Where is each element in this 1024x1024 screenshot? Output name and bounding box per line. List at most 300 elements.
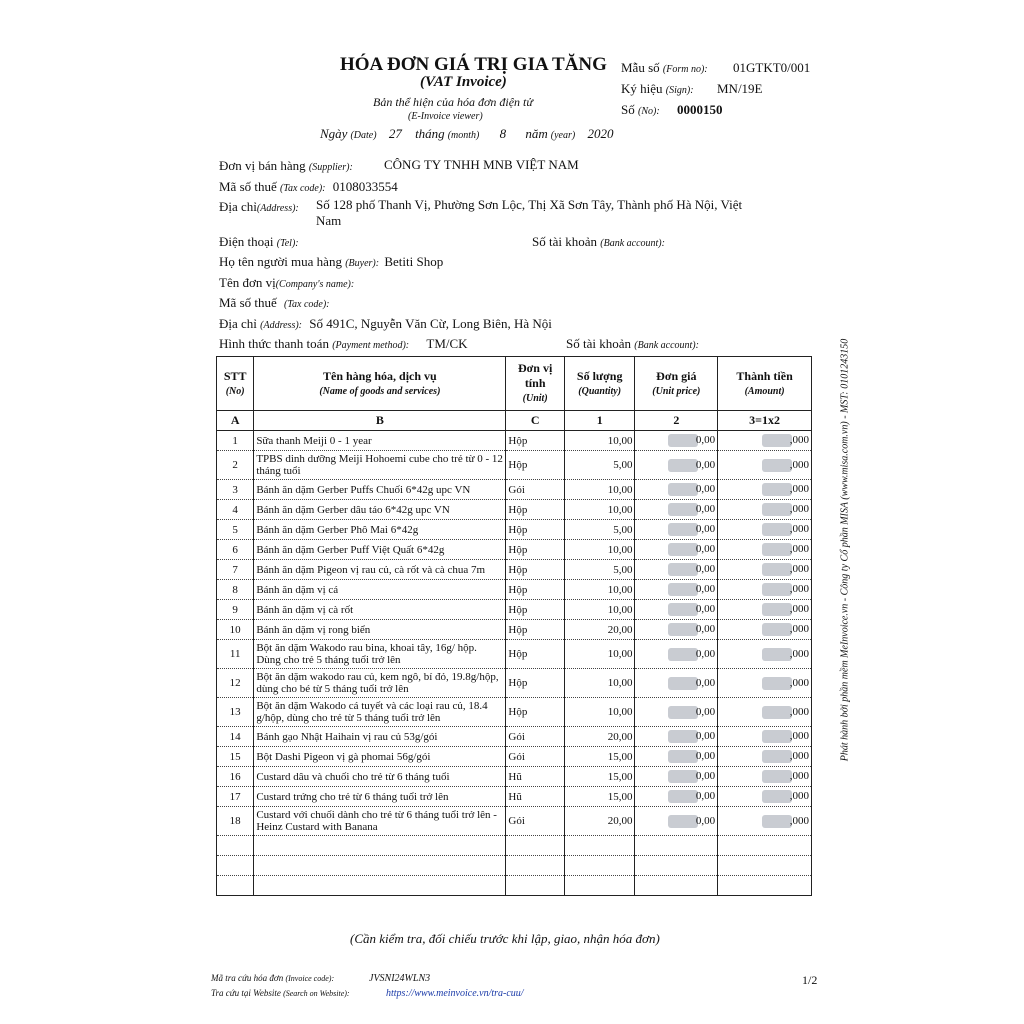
day-label-en: (Date) [350, 130, 377, 141]
row-unit: Hộp [506, 451, 564, 480]
row-number: 10 [217, 620, 254, 640]
row-amount [718, 747, 812, 767]
supplier-tel-row [219, 234, 299, 250]
empty-cell [254, 836, 506, 856]
price-suffix: 0,00 [695, 563, 716, 576]
row-number: 12 [217, 669, 254, 698]
empty-row [217, 876, 812, 896]
row-number: 2 [217, 451, 254, 480]
row-product-name: Bột ăn dặm Wakodo rau bina, khoai tây, 16g/ hộp. Dùng cho trẻ 5 tháng tuổi trở lên [254, 640, 506, 669]
row-quantity: 10,00 [564, 480, 635, 500]
price-suffix: 0,00 [695, 623, 716, 636]
empty-cell [635, 876, 718, 896]
row-quantity: 5,00 [564, 560, 635, 580]
supplier-label-en: (Supplier): [308, 162, 353, 173]
amount-suffix: ,000 [789, 603, 809, 616]
buyer-name-row [219, 254, 443, 270]
row-unit: Hộp [506, 640, 564, 669]
row-product-name: Bánh ăn dặm Gerber dâu táo 6*42g upc VN [254, 500, 506, 520]
row-number: 14 [217, 727, 254, 747]
table-row [217, 480, 812, 500]
letter-a: A [217, 411, 254, 431]
redacted-mark [762, 815, 792, 828]
redacted-mark [762, 583, 792, 596]
row-quantity: 20,00 [564, 620, 635, 640]
row-amount [718, 787, 812, 807]
table-row [217, 431, 812, 451]
row-product-name: Bột ăn dặm Wakodo cá tuyết và các loại rau củ, 18.4 g/hộp, dùng cho trẻ từ 5 tháng tuổi trở lên [254, 698, 506, 727]
supplier-tax-row [219, 179, 398, 195]
payment-value: TM/CK [426, 336, 468, 351]
row-unit-price [635, 669, 718, 698]
row-product-name: Custard trứng cho trẻ từ 6 tháng tuổi trở lên [254, 787, 506, 807]
row-unit: Hộp [506, 500, 564, 520]
table-row [217, 500, 812, 520]
amount-suffix: ,000 [789, 563, 809, 576]
row-unit-price [635, 451, 718, 480]
row-product-name: Bột Dashi Pigeon vị gà phomai 56g/gói [254, 747, 506, 767]
invoice-title: HÓA ĐƠN GIÁ TRỊ GIA TĂNG [340, 54, 607, 75]
sign-value: MN/19E [717, 81, 763, 96]
redacted-mark [668, 790, 698, 803]
row-product-name: Custard với chuối dành cho trẻ từ 6 tháng tuổi trở lên - Heinz Custard with Banana [254, 807, 506, 836]
redacted-mark [762, 648, 792, 661]
month-value: 8 [499, 126, 507, 141]
row-unit-price [635, 480, 718, 500]
row-amount [718, 480, 812, 500]
row-number: 4 [217, 500, 254, 520]
supplier-bank-row [532, 234, 665, 250]
row-product-name: Bánh ăn dặm Pigeon vị rau củ, cà rốt và cà chua 7m [254, 560, 506, 580]
buyer-label-en: (Buyer): [345, 258, 380, 269]
row-unit: Hộp [506, 520, 564, 540]
publisher-vertical-text: Phát hành bởi phần mềm MeInvoice.vn - Công ty Cổ phần MISA (www.misa.com.vn) - MST: 0101243150 [839, 338, 851, 762]
row-quantity: 20,00 [564, 727, 635, 747]
amount-suffix: ,000 [789, 750, 809, 763]
table-row [217, 580, 812, 600]
header-amount: Thành tiền (Amount) [718, 357, 812, 411]
redacted-mark [762, 523, 792, 536]
table-row [217, 698, 812, 727]
redacted-mark [762, 503, 792, 516]
row-quantity: 15,00 [564, 787, 635, 807]
table-row [217, 807, 812, 836]
row-product-name: Bánh ăn dặm vị cà rốt [254, 600, 506, 620]
row-unit-price [635, 698, 718, 727]
table-row [217, 451, 812, 480]
no-value: 0000150 [677, 102, 723, 117]
table-row [217, 600, 812, 620]
row-quantity: 15,00 [564, 767, 635, 787]
row-amount [718, 767, 812, 787]
row-unit: Gói [506, 727, 564, 747]
lookup-label-en: (Invoice code): [285, 974, 335, 983]
row-unit-price [635, 620, 718, 640]
empty-cell [718, 856, 812, 876]
row-product-name: Bánh ăn dặm vị rong biển [254, 620, 506, 640]
row-number: 16 [217, 767, 254, 787]
letter-1: 1 [564, 411, 635, 431]
empty-cell [254, 876, 506, 896]
row-quantity: 10,00 [564, 580, 635, 600]
row-amount [718, 520, 812, 540]
row-quantity: 15,00 [564, 747, 635, 767]
header-unit: Đơn vị tính (Unit) [506, 357, 564, 411]
table-row [217, 669, 812, 698]
redacted-mark [668, 815, 698, 828]
row-product-name: Bột ăn dặm wakodo rau củ, kem ngô, bí đỏ, 19.8g/hộp, dùng cho bé từ 5 tháng tuổi trở lên [254, 669, 506, 698]
redacted-mark [762, 750, 792, 763]
amount-suffix: ,000 [789, 647, 809, 660]
redacted-mark [668, 583, 698, 596]
row-unit-price [635, 767, 718, 787]
row-unit: Hộp [506, 580, 564, 600]
day-label: Ngày [320, 126, 348, 141]
redacted-mark [762, 706, 792, 719]
row-number: 7 [217, 560, 254, 580]
row-unit-price [635, 727, 718, 747]
price-suffix: 0,00 [695, 603, 716, 616]
buyer-label: Họ tên người mua hàng [219, 254, 342, 269]
price-suffix: 0,00 [695, 503, 716, 516]
column-letter-row [217, 411, 812, 431]
price-suffix: 0,00 [695, 543, 716, 556]
empty-cell [718, 876, 812, 896]
no-label-en: (No): [637, 106, 660, 117]
amount-suffix: ,000 [789, 583, 809, 596]
price-suffix: 0,00 [695, 730, 716, 743]
row-unit: Gói [506, 807, 564, 836]
empty-cell [254, 856, 506, 876]
table-row [217, 767, 812, 787]
supplier-tax-label-en: (Tax code): [280, 183, 326, 194]
redacted-mark [668, 770, 698, 783]
amount-suffix: ,000 [789, 543, 809, 556]
price-suffix: 0,00 [695, 770, 716, 783]
row-unit-price [635, 500, 718, 520]
row-unit: Hộp [506, 560, 564, 580]
row-number: 6 [217, 540, 254, 560]
page-number: 1/2 [802, 973, 818, 987]
redacted-mark [668, 543, 698, 556]
year-label-en: (year) [550, 130, 576, 141]
year-label: năm [525, 126, 548, 141]
empty-cell [635, 856, 718, 876]
buyer-bank-row [566, 336, 699, 352]
buyer-address-row [219, 316, 552, 332]
empty-cell [564, 856, 635, 876]
row-amount [718, 431, 812, 451]
row-product-name: Custard dâu và chuối cho trẻ từ 6 tháng tuổi [254, 767, 506, 787]
redacted-mark [668, 563, 698, 576]
buyer-address-label: Địa chỉ [219, 316, 257, 331]
price-suffix: 0,00 [695, 705, 716, 718]
supplier-tax-label: Mã số thuế [219, 179, 277, 194]
row-unit: Hộp [506, 540, 564, 560]
row-quantity: 10,00 [564, 600, 635, 620]
invoice-number [621, 102, 723, 118]
amount-suffix: ,000 [789, 523, 809, 536]
row-unit-price [635, 520, 718, 540]
empty-cell [506, 856, 564, 876]
price-suffix: 0,00 [695, 814, 716, 827]
redacted-mark [668, 459, 698, 472]
row-number: 9 [217, 600, 254, 620]
lookup-code: JVSNI24WLN3 [369, 973, 431, 984]
row-unit-price [635, 640, 718, 669]
redacted-mark [668, 750, 698, 763]
row-amount [718, 580, 812, 600]
price-suffix: 0,00 [695, 790, 716, 803]
redacted-mark [668, 603, 698, 616]
row-amount [718, 620, 812, 640]
row-product-name: Sữa thanh Meiji 0 - 1 year [254, 431, 506, 451]
redacted-mark [668, 523, 698, 536]
row-quantity: 5,00 [564, 451, 635, 480]
viewer-label: Bản thể hiện của hóa đơn điện tử [373, 95, 533, 109]
form-value: 01GTKT0/001 [733, 60, 811, 75]
invoice-date [320, 126, 616, 142]
row-amount [718, 640, 812, 669]
sign-number [621, 81, 763, 97]
redacted-mark [668, 434, 698, 447]
supplier-address-label-en: (Address): [256, 203, 299, 214]
empty-cell [564, 836, 635, 856]
redacted-mark [762, 459, 792, 472]
supplier-name: CÔNG TY TNHH MNB VIỆT NAM [384, 157, 579, 172]
redacted-mark [762, 543, 792, 556]
row-number: 5 [217, 520, 254, 540]
sign-label-en: (Sign): [665, 85, 694, 96]
redacted-mark [668, 730, 698, 743]
row-number: 3 [217, 480, 254, 500]
row-unit: Hộp [506, 600, 564, 620]
buyer-address: Số 491C, Nguyễn Văn Cừ, Long Biên, Hà Nội [309, 316, 552, 331]
website-label-en: (Search on Website): [283, 989, 350, 998]
supplier-tel-label-en: (Tel): [276, 238, 299, 249]
row-unit-price [635, 560, 718, 580]
row-quantity: 10,00 [564, 698, 635, 727]
lookup-block [211, 971, 524, 1001]
empty-cell [506, 836, 564, 856]
redacted-mark [668, 648, 698, 661]
payment-label: Hình thức thanh toán [219, 336, 329, 351]
amount-suffix: ,000 [789, 483, 809, 496]
letter-c: C [506, 411, 564, 431]
header-price: Đơn giá (Unit price) [635, 357, 718, 411]
supplier-bank-label: Số tài khoản [532, 234, 597, 249]
website-link[interactable]: https://www.meinvoice.vn/tra-cuu/ [386, 988, 524, 999]
buyer-company-row [219, 275, 354, 291]
row-amount [718, 698, 812, 727]
supplier-tel-label: Điện thoại [219, 234, 274, 249]
amount-suffix: ,000 [789, 790, 809, 803]
row-unit-price [635, 540, 718, 560]
amount-suffix: ,000 [789, 458, 809, 471]
redacted-mark [762, 677, 792, 690]
year-value: 2020 [587, 126, 614, 141]
month-label: tháng [415, 126, 445, 141]
redacted-mark [762, 730, 792, 743]
website-label: Tra cứu tại Website [211, 988, 281, 998]
empty-cell [506, 876, 564, 896]
buyer-tax-label-en: (Tax code): [284, 299, 330, 310]
row-product-name: Bánh ăn dặm Gerber Puff Việt Quất 6*42g [254, 540, 506, 560]
row-number: 13 [217, 698, 254, 727]
sign-label: Ký hiệu [621, 81, 663, 96]
header-name: Tên hàng hóa, dịch vụ (Name of goods and services) [254, 357, 506, 411]
supplier-address-line1: Số 128 phố Thanh Vị, Phường Sơn Lộc, Thị Xã Sơn Tây, Thành phố Hà Nội, Việt [316, 197, 743, 212]
supplier-bank-label-en: (Bank account): [600, 238, 665, 249]
row-number: 11 [217, 640, 254, 669]
row-product-name: Bánh ăn dặm vị cá [254, 580, 506, 600]
payment-row [219, 336, 468, 352]
row-unit-price [635, 747, 718, 767]
table-row [217, 620, 812, 640]
row-quantity: 10,00 [564, 669, 635, 698]
redacted-mark [762, 603, 792, 616]
buyer-name: Betiti Shop [384, 254, 444, 269]
row-unit-price [635, 787, 718, 807]
amount-suffix: ,000 [789, 705, 809, 718]
letter-3: 3=1x2 [718, 411, 812, 431]
row-unit-price [635, 431, 718, 451]
row-unit: Gói [506, 480, 564, 500]
row-quantity: 5,00 [564, 520, 635, 540]
table-row [217, 560, 812, 580]
form-number [621, 60, 811, 76]
row-amount [718, 451, 812, 480]
form-label: Mẫu số [621, 60, 660, 75]
header-qty: Số lượng (Quantity) [564, 357, 635, 411]
table-row [217, 540, 812, 560]
redacted-mark [762, 770, 792, 783]
row-product-name: Bánh gạo Nhật Haihain vị rau củ 53g/gói [254, 727, 506, 747]
amount-suffix: ,000 [789, 770, 809, 783]
invoice-subtitle: (VAT Invoice) [420, 74, 507, 90]
buyer-bank-label: Số tài khoản [566, 336, 631, 351]
header-stt: STT (No) [217, 357, 254, 411]
table-header-row [217, 357, 812, 411]
lookup-label: Mã tra cứu hóa đơn [211, 973, 284, 983]
redacted-mark [668, 483, 698, 496]
redacted-mark [668, 706, 698, 719]
row-quantity: 10,00 [564, 431, 635, 451]
row-unit: Hũ [506, 767, 564, 787]
price-suffix: 0,00 [695, 583, 716, 596]
row-unit: Hộp [506, 698, 564, 727]
buyer-company-label-en: (Company's name): [275, 279, 355, 290]
buyer-company-label: Tên đơn vị [219, 275, 276, 290]
amount-suffix: ,000 [789, 676, 809, 689]
row-amount [718, 669, 812, 698]
row-amount [718, 560, 812, 580]
amount-suffix: ,000 [789, 434, 809, 447]
price-suffix: 0,00 [695, 523, 716, 536]
row-product-name: Bánh ăn dặm Gerber Phô Mai 6*42g [254, 520, 506, 540]
row-unit: Hộp [506, 431, 564, 451]
day-value: 27 [388, 126, 402, 141]
table-row [217, 640, 812, 669]
empty-row [217, 836, 812, 856]
row-number: 8 [217, 580, 254, 600]
row-unit: Gói [506, 747, 564, 767]
row-amount [718, 807, 812, 836]
letter-b: B [254, 411, 506, 431]
buyer-address-label-en: (Address): [260, 320, 302, 331]
row-amount [718, 500, 812, 520]
redacted-mark [762, 483, 792, 496]
supplier-address-label-row [219, 199, 299, 215]
row-amount [718, 540, 812, 560]
price-suffix: 0,00 [695, 483, 716, 496]
supplier-label: Đơn vị bán hàng [219, 158, 306, 173]
row-product-name: TPBS dinh dưỡng Meiji Hohoemi cube cho trẻ từ 0 - 12 tháng tuổi [254, 451, 506, 480]
form-label-en: (Form no): [662, 64, 708, 75]
redacted-mark [762, 790, 792, 803]
empty-cell [217, 836, 254, 856]
row-quantity: 10,00 [564, 640, 635, 669]
table-row [217, 520, 812, 540]
month-label-en: (month) [447, 130, 480, 141]
row-unit: Hũ [506, 787, 564, 807]
supplier-address-line2: Nam [316, 213, 342, 228]
price-suffix: 0,00 [695, 647, 716, 660]
row-unit: Hộp [506, 620, 564, 640]
price-suffix: 0,00 [695, 434, 716, 447]
row-unit: Hộp [506, 669, 564, 698]
empty-row [217, 856, 812, 876]
row-unit-price [635, 580, 718, 600]
viewer-label-en: (E-Invoice viewer) [408, 111, 483, 122]
row-amount [718, 727, 812, 747]
redacted-mark [668, 503, 698, 516]
redacted-mark [762, 563, 792, 576]
supplier-address-label: Địa chỉ [219, 199, 257, 214]
buyer-bank-label-en: (Bank account): [634, 340, 699, 351]
table-row [217, 747, 812, 767]
row-unit-price [635, 807, 718, 836]
row-number: 18 [217, 807, 254, 836]
empty-cell [217, 856, 254, 876]
supplier-tax-value: 0108033554 [332, 179, 398, 194]
price-suffix: 0,00 [695, 458, 716, 471]
row-amount [718, 600, 812, 620]
check-note: (Cần kiểm tra, đối chiếu trước khi lập, giao, nhận hóa đơn) [350, 931, 660, 946]
redacted-mark [762, 434, 792, 447]
empty-cell [564, 876, 635, 896]
price-suffix: 0,00 [695, 750, 716, 763]
letter-2: 2 [635, 411, 718, 431]
items-table [216, 356, 812, 896]
empty-cell [718, 836, 812, 856]
table-row [217, 787, 812, 807]
row-quantity: 20,00 [564, 807, 635, 836]
price-suffix: 0,00 [695, 676, 716, 689]
redacted-mark [668, 623, 698, 636]
amount-suffix: ,000 [789, 814, 809, 827]
buyer-tax-row [219, 295, 329, 311]
no-label: Số [621, 102, 635, 117]
row-number: 15 [217, 747, 254, 767]
supplier-name-row [219, 158, 353, 174]
redacted-mark [668, 677, 698, 690]
row-quantity: 10,00 [564, 500, 635, 520]
empty-cell [217, 876, 254, 896]
row-unit-price [635, 600, 718, 620]
amount-suffix: ,000 [789, 623, 809, 636]
row-quantity: 10,00 [564, 540, 635, 560]
